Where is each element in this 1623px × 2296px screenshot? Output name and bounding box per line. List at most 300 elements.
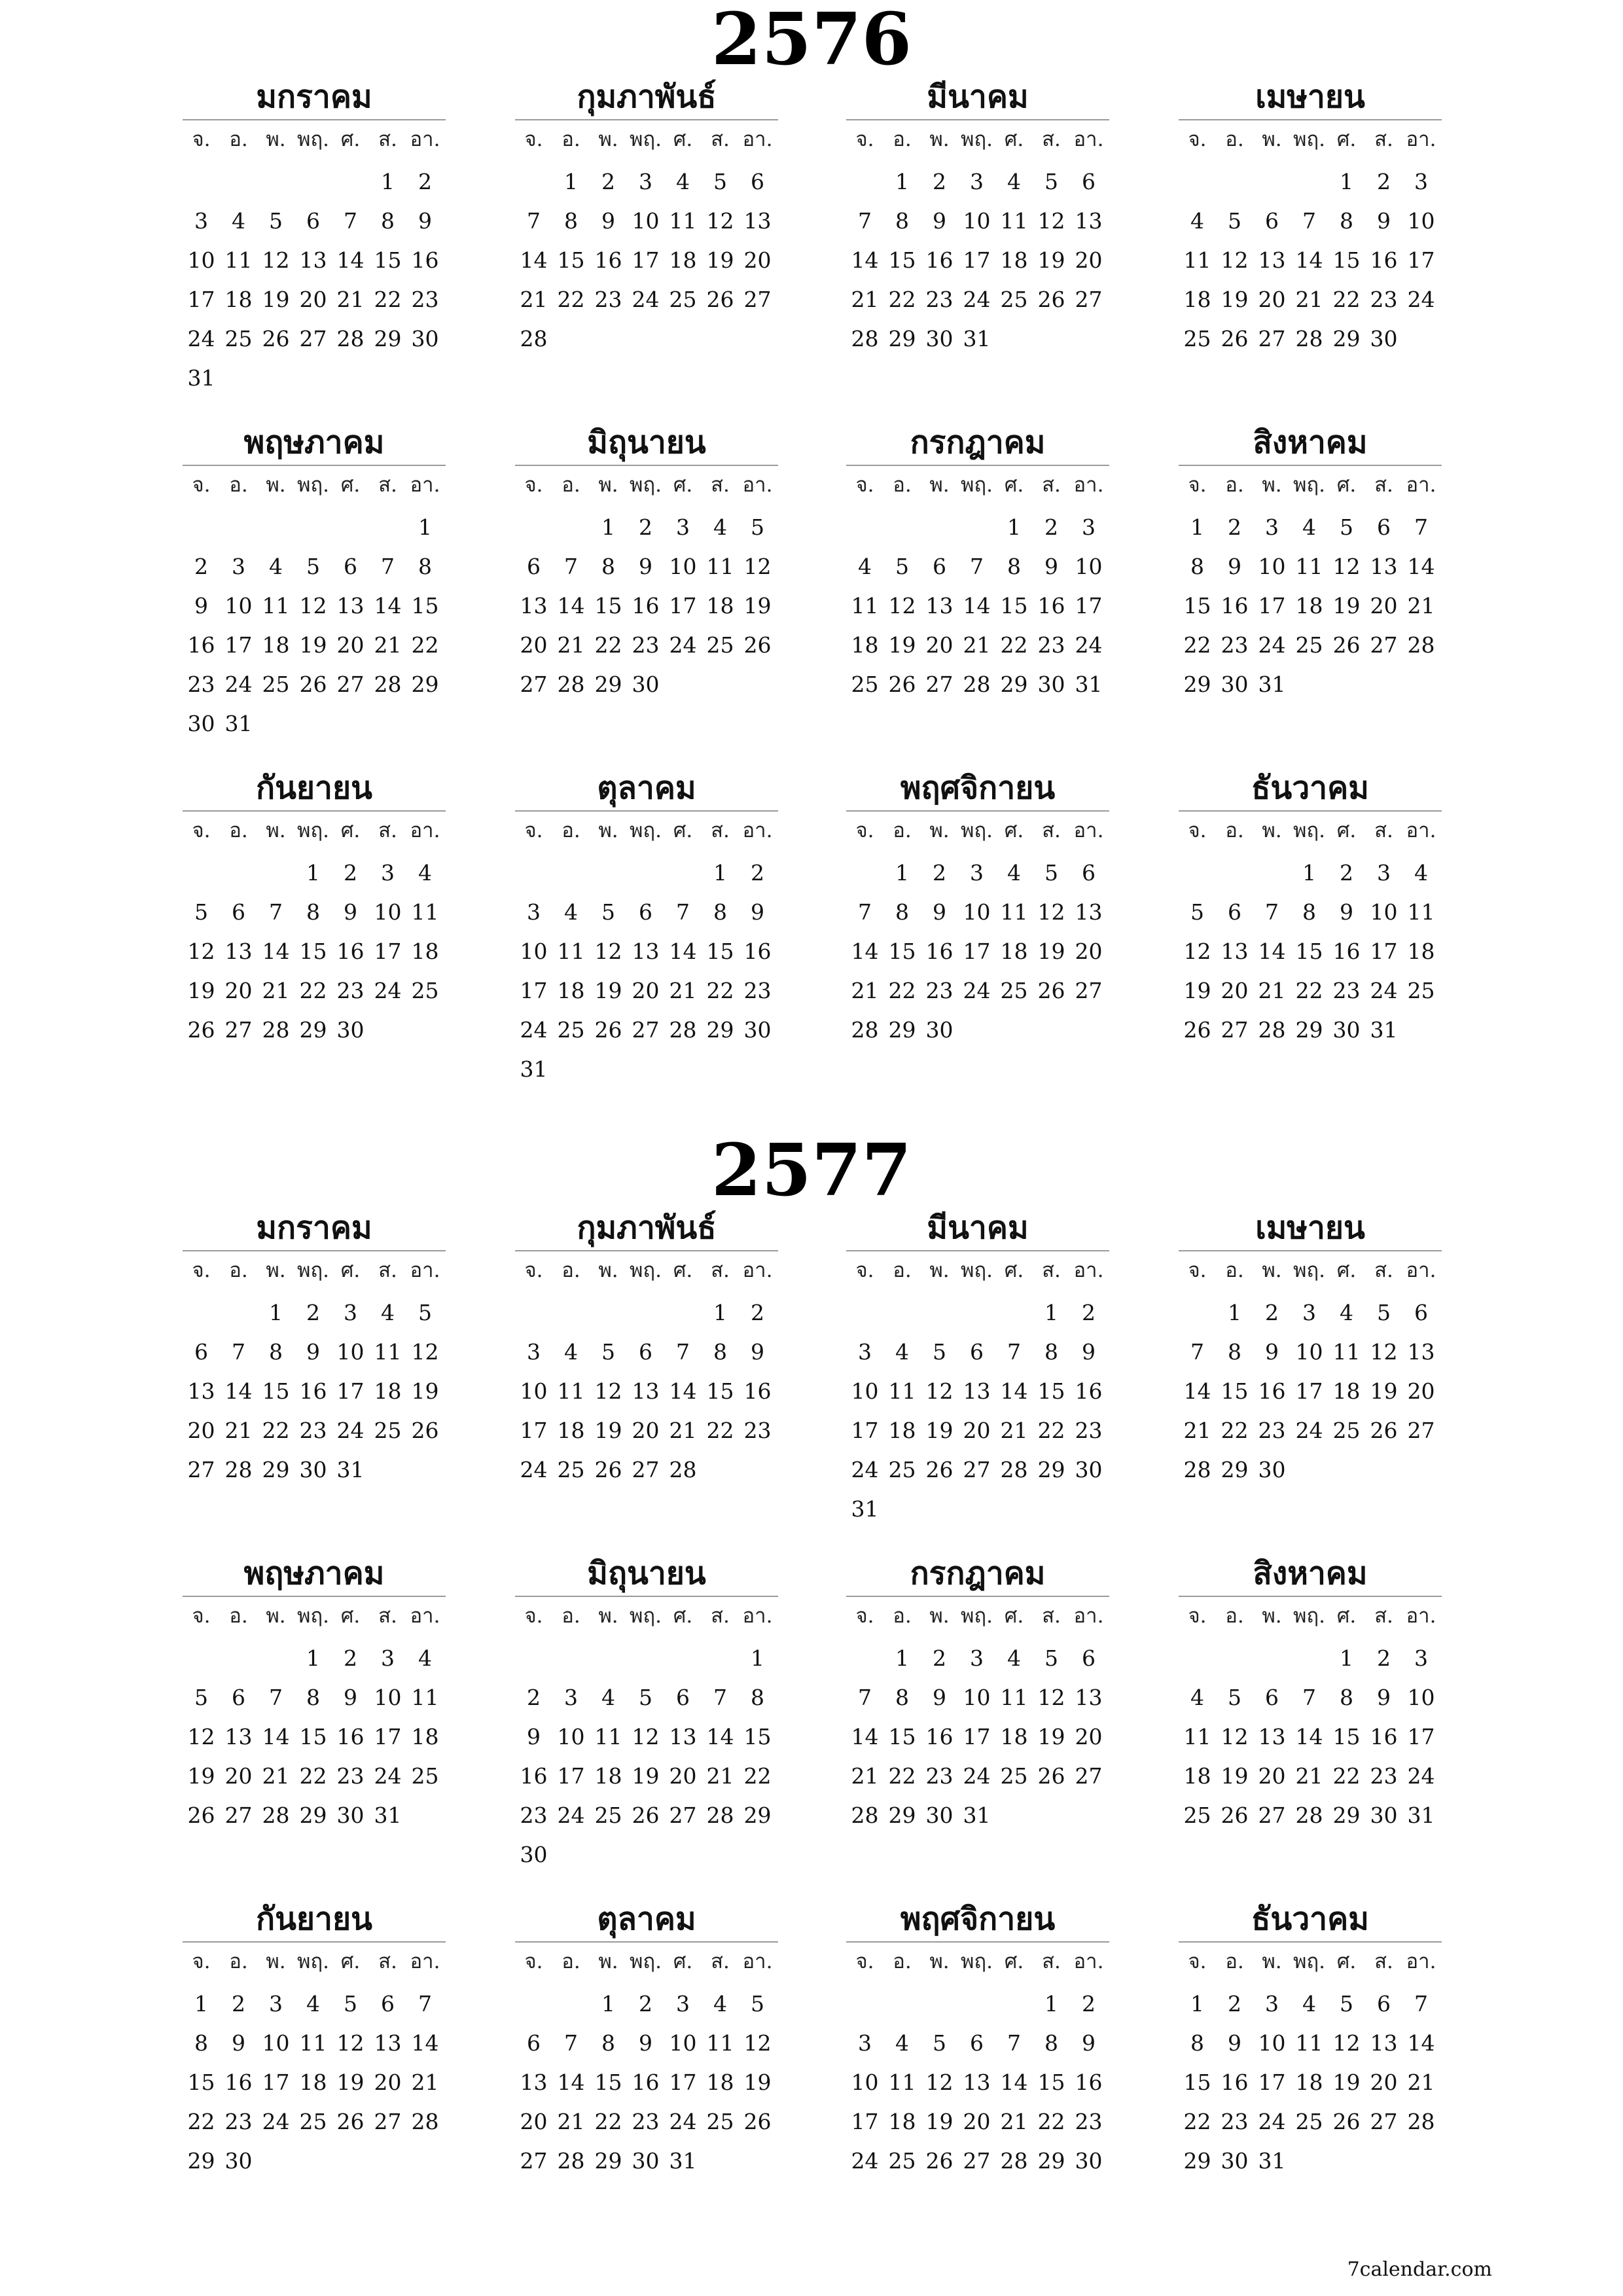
day-cell: 9 bbox=[639, 554, 652, 579]
day-cell: 4 bbox=[269, 554, 283, 579]
day-cell: 31 bbox=[1407, 1803, 1435, 1828]
day-cell: 1 bbox=[418, 514, 432, 540]
day-cell: 19 bbox=[262, 287, 290, 312]
day-cell: 22 bbox=[1183, 2109, 1211, 2134]
day-cell: 17 bbox=[963, 1724, 991, 1749]
day-cell: 19 bbox=[594, 978, 622, 1003]
day-cell: 4 bbox=[1340, 1300, 1353, 1325]
day-cell: 6 bbox=[970, 1339, 984, 1365]
day-cell: 1 bbox=[306, 1645, 320, 1671]
weekday-label: อา. bbox=[742, 819, 773, 842]
weekday-label: อา. bbox=[1406, 1950, 1436, 1973]
weekday-label: ศ. bbox=[340, 473, 361, 497]
day-cell: 6 bbox=[676, 1685, 690, 1710]
day-cell: 30 bbox=[632, 2148, 660, 2174]
day-cell: 4 bbox=[418, 860, 432, 886]
day-cell: 15 bbox=[299, 939, 327, 964]
day-cell: 16 bbox=[1221, 593, 1249, 619]
day-cell: 9 bbox=[194, 593, 208, 619]
day-cell: 25 bbox=[1295, 2109, 1323, 2134]
weekday-label: อา. bbox=[1073, 1259, 1104, 1282]
day-cell: 24 bbox=[632, 287, 660, 312]
day-cell: 29 bbox=[1183, 2148, 1211, 2174]
day-cell: 8 bbox=[713, 899, 727, 925]
day-cell: 19 bbox=[743, 2070, 772, 2095]
weekday-label: ศ. bbox=[673, 1604, 693, 1628]
day-cell: 16 bbox=[299, 1378, 327, 1404]
day-cell: 12 bbox=[1037, 1685, 1065, 1710]
day-cell: 24 bbox=[851, 2148, 879, 2174]
day-cell: 17 bbox=[669, 2070, 697, 2095]
day-cell: 27 bbox=[963, 2148, 991, 2174]
day-cell: 4 bbox=[418, 1645, 432, 1671]
day-cell: 22 bbox=[706, 1418, 734, 1443]
month-name: ตุลาคม bbox=[597, 770, 696, 806]
day-cell: 26 bbox=[1183, 1017, 1211, 1043]
day-cell: 18 bbox=[1183, 1763, 1211, 1789]
day-cell: 2 bbox=[194, 554, 208, 579]
day-cell: 28 bbox=[1295, 1803, 1323, 1828]
day-cell: 3 bbox=[381, 860, 395, 886]
month-divider bbox=[846, 810, 1109, 812]
day-cell: 2 bbox=[1228, 1991, 1241, 2017]
day-cell: 19 bbox=[411, 1378, 439, 1404]
day-cell: 30 bbox=[632, 672, 660, 697]
day-cell: 21 bbox=[336, 287, 365, 312]
day-cell: 7 bbox=[527, 208, 541, 234]
day-cell: 27 bbox=[1075, 287, 1103, 312]
day-cell: 8 bbox=[269, 1339, 283, 1365]
day-cell: 20 bbox=[1370, 593, 1398, 619]
weekday-label: จ. bbox=[1188, 128, 1207, 151]
weekday-label: ส. bbox=[1374, 1950, 1393, 1973]
day-cell: 13 bbox=[963, 1378, 991, 1404]
day-cell: 16 bbox=[1075, 2070, 1103, 2095]
day-cell: 26 bbox=[594, 1457, 622, 1482]
day-cell: 3 bbox=[269, 1991, 283, 2017]
day-cell: 16 bbox=[336, 1724, 365, 1749]
day-cell: 8 bbox=[1044, 1339, 1058, 1365]
day-cell: 16 bbox=[1370, 247, 1398, 273]
day-cell: 28 bbox=[557, 672, 585, 697]
day-cell: 24 bbox=[1295, 1418, 1323, 1443]
day-cell: 9 bbox=[1377, 208, 1391, 234]
day-cell: 13 bbox=[1370, 554, 1398, 579]
day-cell: 11 bbox=[1295, 2030, 1323, 2056]
day-cell: 15 bbox=[411, 593, 439, 619]
day-cell: 11 bbox=[411, 899, 439, 925]
day-cell: 13 bbox=[299, 247, 327, 273]
day-cell: 9 bbox=[933, 208, 946, 234]
day-cell: 23 bbox=[925, 978, 954, 1003]
day-cell: 24 bbox=[520, 1017, 548, 1043]
day-cell: 28 bbox=[851, 1017, 879, 1043]
day-cell: 20 bbox=[632, 978, 660, 1003]
day-cell: 22 bbox=[299, 978, 327, 1003]
day-cell: 5 bbox=[895, 554, 909, 579]
day-cell: 30 bbox=[187, 711, 215, 736]
day-cell: 6 bbox=[1082, 860, 1096, 886]
day-cell: 16 bbox=[1221, 2070, 1249, 2095]
day-cell: 9 bbox=[232, 2030, 245, 2056]
day-cell: 26 bbox=[299, 672, 327, 697]
weekday-label: ศ. bbox=[1336, 473, 1357, 497]
weekday-label: อา. bbox=[410, 473, 440, 497]
day-cell: 17 bbox=[1075, 593, 1103, 619]
weekday-label: พฤ. bbox=[960, 1604, 993, 1628]
weekday-label: ส. bbox=[1042, 473, 1061, 497]
day-cell: 27 bbox=[299, 326, 327, 351]
day-cell: 10 bbox=[224, 593, 253, 619]
day-cell: 19 bbox=[1221, 1763, 1249, 1789]
weekday-label: อา. bbox=[1406, 1604, 1436, 1628]
weekday-label: อา. bbox=[410, 1604, 440, 1628]
day-cell: 20 bbox=[299, 287, 327, 312]
day-cell: 26 bbox=[594, 1017, 622, 1043]
day-cell: 24 bbox=[851, 1457, 879, 1482]
day-cell: 27 bbox=[1221, 1017, 1249, 1043]
day-cell: 14 bbox=[851, 939, 879, 964]
day-cell: 30 bbox=[1221, 2148, 1249, 2174]
day-cell: 31 bbox=[224, 711, 253, 736]
day-cell: 8 bbox=[306, 1685, 320, 1710]
day-cell: 28 bbox=[374, 672, 402, 697]
day-cell: 10 bbox=[520, 939, 548, 964]
weekday-label: อ. bbox=[562, 819, 580, 842]
day-cell: 6 bbox=[1082, 1645, 1096, 1671]
day-cell: 12 bbox=[594, 1378, 622, 1404]
day-cell: 31 bbox=[336, 1457, 365, 1482]
day-cell: 12 bbox=[336, 2030, 365, 2056]
day-cell: 4 bbox=[1190, 1685, 1204, 1710]
day-cell: 13 bbox=[224, 1724, 253, 1749]
day-cell: 13 bbox=[1075, 899, 1103, 925]
weekday-label: อ. bbox=[229, 819, 248, 842]
day-cell: 17 bbox=[374, 1724, 402, 1749]
day-cell: 14 bbox=[262, 939, 290, 964]
day-cell: 17 bbox=[1370, 939, 1398, 964]
day-cell: 3 bbox=[527, 899, 541, 925]
day-cell: 1 bbox=[895, 860, 909, 886]
weekday-label: อ. bbox=[562, 1259, 580, 1282]
day-cell: 3 bbox=[970, 1645, 984, 1671]
day-cell: 30 bbox=[1037, 672, 1065, 697]
day-cell: 15 bbox=[1000, 593, 1028, 619]
day-cell: 11 bbox=[594, 1724, 622, 1749]
day-cell: 18 bbox=[706, 593, 734, 619]
day-cell: 23 bbox=[336, 1763, 365, 1789]
weekday-label: ส. bbox=[1374, 819, 1393, 842]
day-cell: 13 bbox=[224, 939, 253, 964]
day-cell: 11 bbox=[1407, 899, 1435, 925]
day-cell: 10 bbox=[1258, 554, 1286, 579]
day-cell: 9 bbox=[344, 899, 357, 925]
day-cell: 7 bbox=[232, 1339, 245, 1365]
day-cell: 17 bbox=[632, 247, 660, 273]
weekday-label: พ. bbox=[266, 1604, 286, 1628]
day-cell: 24 bbox=[1407, 1763, 1435, 1789]
day-cell: 13 bbox=[336, 593, 365, 619]
day-cell: 19 bbox=[299, 632, 327, 658]
day-cell: 27 bbox=[743, 287, 772, 312]
day-cell: 5 bbox=[1340, 1991, 1353, 2017]
day-cell: 7 bbox=[269, 1685, 283, 1710]
day-cell: 20 bbox=[1221, 978, 1249, 1003]
month-name: กรกฎาคม bbox=[910, 1555, 1046, 1592]
day-cell: 18 bbox=[374, 1378, 402, 1404]
day-cell: 13 bbox=[520, 593, 548, 619]
weekday-label: ศ. bbox=[1004, 128, 1024, 151]
day-cell: 13 bbox=[632, 1378, 660, 1404]
day-cell: 11 bbox=[557, 1378, 585, 1404]
day-cell: 12 bbox=[925, 1378, 954, 1404]
day-cell: 10 bbox=[262, 2030, 290, 2056]
day-cell: 11 bbox=[1332, 1339, 1361, 1365]
day-cell: 9 bbox=[418, 208, 432, 234]
weekday-label: ศ. bbox=[673, 473, 693, 497]
weekday-label: อ. bbox=[562, 1950, 580, 1973]
weekday-label: ศ. bbox=[673, 819, 693, 842]
day-cell: 18 bbox=[411, 1724, 439, 1749]
day-cell: 2 bbox=[1228, 514, 1241, 540]
day-cell: 29 bbox=[888, 1803, 916, 1828]
day-cell: 8 bbox=[751, 1685, 764, 1710]
day-cell: 18 bbox=[1332, 1378, 1361, 1404]
day-cell: 26 bbox=[187, 1017, 215, 1043]
day-cell: 8 bbox=[1007, 554, 1021, 579]
day-cell: 26 bbox=[925, 2148, 954, 2174]
day-cell: 31 bbox=[851, 1496, 879, 1522]
day-cell: 18 bbox=[669, 247, 697, 273]
weekday-label: อา. bbox=[1406, 128, 1436, 151]
day-cell: 20 bbox=[224, 1763, 253, 1789]
day-cell: 28 bbox=[224, 1457, 253, 1482]
day-cell: 16 bbox=[224, 2070, 253, 2095]
weekday-label: ส. bbox=[378, 1604, 397, 1628]
day-cell: 28 bbox=[1295, 326, 1323, 351]
day-cell: 17 bbox=[1407, 1724, 1435, 1749]
weekday-label: ศ. bbox=[673, 128, 693, 151]
day-cell: 13 bbox=[925, 593, 954, 619]
day-cell: 3 bbox=[639, 169, 652, 194]
month-name: มิถุนายน bbox=[587, 424, 706, 461]
day-cell: 28 bbox=[262, 1017, 290, 1043]
day-cell: 18 bbox=[888, 1418, 916, 1443]
day-cell: 9 bbox=[1082, 2030, 1096, 2056]
weekday-label: ศ. bbox=[340, 1259, 361, 1282]
day-cell: 15 bbox=[1037, 2070, 1065, 2095]
day-cell: 31 bbox=[1258, 2148, 1286, 2174]
weekday-label: จ. bbox=[192, 473, 211, 497]
weekday-label: ศ. bbox=[1336, 1259, 1357, 1282]
month-divider bbox=[846, 1596, 1109, 1597]
day-cell: 22 bbox=[557, 287, 585, 312]
day-cell: 8 bbox=[1190, 554, 1204, 579]
day-cell: 13 bbox=[1258, 247, 1286, 273]
day-cell: 5 bbox=[751, 1991, 764, 2017]
day-cell: 9 bbox=[1082, 1339, 1096, 1365]
day-cell: 27 bbox=[669, 1803, 697, 1828]
day-cell: 21 bbox=[963, 632, 991, 658]
weekday-label: อ. bbox=[1225, 1950, 1244, 1973]
day-cell: 19 bbox=[1037, 939, 1065, 964]
day-cell: 17 bbox=[187, 287, 215, 312]
day-cell: 22 bbox=[888, 287, 916, 312]
weekday-label: ส. bbox=[1042, 1604, 1061, 1628]
day-cell: 13 bbox=[1370, 2030, 1398, 2056]
day-cell: 15 bbox=[1332, 1724, 1361, 1749]
month-name: มกราคม bbox=[256, 79, 372, 115]
month-divider bbox=[183, 119, 446, 120]
day-cell: 2 bbox=[1340, 860, 1353, 886]
month-divider bbox=[515, 1596, 778, 1597]
day-cell: 23 bbox=[1258, 1418, 1286, 1443]
weekday-label: อ. bbox=[893, 128, 912, 151]
weekday-label: ส. bbox=[1042, 1259, 1061, 1282]
day-cell: 15 bbox=[888, 939, 916, 964]
day-cell: 28 bbox=[851, 326, 879, 351]
weekday-label: ส. bbox=[1374, 473, 1393, 497]
day-cell: 7 bbox=[1190, 1339, 1204, 1365]
weekday-label: อ. bbox=[1225, 819, 1244, 842]
month-divider bbox=[515, 119, 778, 120]
weekday-label: พ. bbox=[1262, 1259, 1282, 1282]
day-cell: 28 bbox=[1258, 1017, 1286, 1043]
day-cell: 5 bbox=[933, 2030, 946, 2056]
day-cell: 9 bbox=[1340, 899, 1353, 925]
day-cell: 27 bbox=[632, 1457, 660, 1482]
day-cell: 4 bbox=[895, 1339, 909, 1365]
weekday-label: อ. bbox=[562, 1604, 580, 1628]
day-cell: 5 bbox=[1377, 1300, 1391, 1325]
day-cell: 24 bbox=[374, 978, 402, 1003]
day-cell: 1 bbox=[1007, 514, 1021, 540]
weekday-label: พฤ. bbox=[1293, 819, 1326, 842]
day-cell: 18 bbox=[851, 632, 879, 658]
day-cell: 7 bbox=[269, 899, 283, 925]
day-cell: 22 bbox=[1221, 1418, 1249, 1443]
day-cell: 27 bbox=[1370, 2109, 1398, 2134]
day-cell: 27 bbox=[1258, 326, 1286, 351]
weekday-label: พฤ. bbox=[1293, 473, 1326, 497]
weekday-label: อา. bbox=[1073, 1950, 1104, 1973]
day-cell: 1 bbox=[601, 1991, 615, 2017]
day-cell: 30 bbox=[411, 326, 439, 351]
day-cell: 13 bbox=[1075, 208, 1103, 234]
day-cell: 7 bbox=[713, 1685, 727, 1710]
day-cell: 8 bbox=[381, 208, 395, 234]
day-cell: 18 bbox=[1000, 247, 1028, 273]
weekday-label: พฤ. bbox=[960, 128, 993, 151]
day-cell: 9 bbox=[751, 1339, 764, 1365]
day-cell: 5 bbox=[751, 514, 764, 540]
day-cell: 7 bbox=[1414, 514, 1428, 540]
month-name: ธันวาคม bbox=[1251, 770, 1369, 806]
day-cell: 23 bbox=[1221, 2109, 1249, 2134]
day-cell: 29 bbox=[187, 2148, 215, 2174]
day-cell: 14 bbox=[1183, 1378, 1211, 1404]
day-cell: 19 bbox=[1221, 287, 1249, 312]
weekday-label: พ. bbox=[1262, 473, 1282, 497]
day-cell: 3 bbox=[676, 1991, 690, 2017]
day-cell: 6 bbox=[1082, 169, 1096, 194]
day-cell: 22 bbox=[1037, 1418, 1065, 1443]
day-cell: 13 bbox=[743, 208, 772, 234]
day-cell: 12 bbox=[925, 2070, 954, 2095]
day-cell: 28 bbox=[963, 672, 991, 697]
day-cell: 24 bbox=[520, 1457, 548, 1482]
day-cell: 31 bbox=[1075, 672, 1103, 697]
month-divider bbox=[846, 119, 1109, 120]
day-cell: 23 bbox=[1332, 978, 1361, 1003]
day-cell: 8 bbox=[306, 899, 320, 925]
day-cell: 23 bbox=[743, 978, 772, 1003]
weekday-label: อา. bbox=[1406, 473, 1436, 497]
day-cell: 23 bbox=[925, 287, 954, 312]
day-cell: 26 bbox=[743, 632, 772, 658]
day-cell: 6 bbox=[933, 554, 946, 579]
day-cell: 6 bbox=[1265, 208, 1279, 234]
day-cell: 26 bbox=[925, 1457, 954, 1482]
day-cell: 15 bbox=[888, 1724, 916, 1749]
day-cell: 7 bbox=[564, 554, 578, 579]
day-cell: 28 bbox=[1000, 1457, 1028, 1482]
day-cell: 1 bbox=[1302, 860, 1316, 886]
day-cell: 14 bbox=[851, 247, 879, 273]
day-cell: 2 bbox=[527, 1685, 541, 1710]
day-cell: 23 bbox=[1221, 632, 1249, 658]
day-cell: 2 bbox=[418, 169, 432, 194]
day-cell: 5 bbox=[639, 1685, 652, 1710]
day-cell: 17 bbox=[963, 939, 991, 964]
day-cell: 25 bbox=[706, 2109, 734, 2134]
day-cell: 8 bbox=[418, 554, 432, 579]
day-cell: 8 bbox=[564, 208, 578, 234]
day-cell: 11 bbox=[1000, 899, 1028, 925]
day-cell: 19 bbox=[1037, 247, 1065, 273]
day-cell: 27 bbox=[336, 672, 365, 697]
day-cell: 21 bbox=[520, 287, 548, 312]
day-cell: 17 bbox=[1258, 2070, 1286, 2095]
day-cell: 10 bbox=[1075, 554, 1103, 579]
day-cell: 18 bbox=[1407, 939, 1435, 964]
day-cell: 10 bbox=[1407, 208, 1435, 234]
day-cell: 1 bbox=[1340, 169, 1353, 194]
day-cell: 28 bbox=[1183, 1457, 1211, 1482]
day-cell: 1 bbox=[713, 1300, 727, 1325]
day-cell: 13 bbox=[1075, 1685, 1103, 1710]
day-cell: 12 bbox=[632, 1724, 660, 1749]
weekday-label: พ. bbox=[598, 819, 618, 842]
day-cell: 16 bbox=[632, 2070, 660, 2095]
weekday-label: อา. bbox=[1073, 819, 1104, 842]
day-cell: 25 bbox=[262, 672, 290, 697]
day-cell: 26 bbox=[1332, 632, 1361, 658]
day-cell: 16 bbox=[411, 247, 439, 273]
weekday-label: จ. bbox=[524, 1259, 543, 1282]
weekday-label: อา. bbox=[742, 1259, 773, 1282]
day-cell: 6 bbox=[639, 1339, 652, 1365]
day-cell: 12 bbox=[411, 1339, 439, 1365]
day-cell: 16 bbox=[1258, 1378, 1286, 1404]
day-cell: 29 bbox=[1000, 672, 1028, 697]
day-cell: 2 bbox=[601, 169, 615, 194]
day-cell: 8 bbox=[895, 899, 909, 925]
day-cell: 7 bbox=[344, 208, 357, 234]
weekday-label: จ. bbox=[855, 1259, 874, 1282]
month-divider bbox=[183, 1596, 446, 1597]
weekday-label: พฤ. bbox=[296, 1604, 330, 1628]
